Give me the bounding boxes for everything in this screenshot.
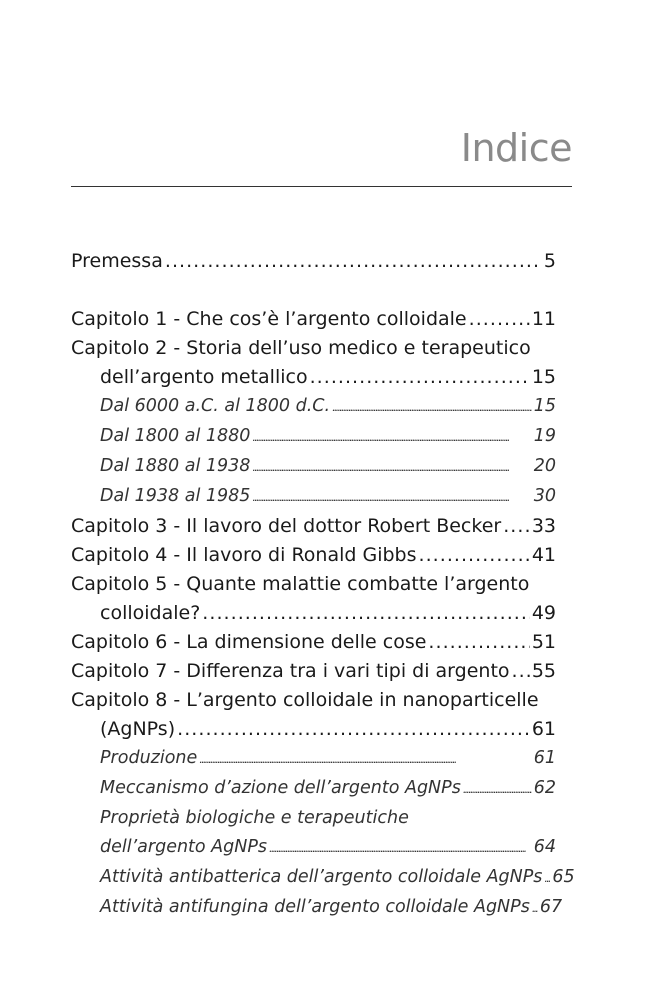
dot-leader <box>252 482 531 512</box>
dot-leader <box>469 305 530 334</box>
toc-entry-label: Capitolo 2 - Storia dell’uso medico e terapeutico <box>71 337 531 359</box>
toc-subentry[interactable] <box>71 863 575 893</box>
toc-entry-chapter-2[interactable] <box>71 334 556 363</box>
toc-entry-chapter-7[interactable] <box>71 657 556 686</box>
toc-page-number: 49 <box>531 602 556 624</box>
dot-leader <box>199 744 531 774</box>
toc-subentry[interactable] <box>71 422 556 452</box>
toc-entry-label: Dal 6000 a.C. al 1800 d.C. <box>100 396 331 416</box>
toc-page-number: 65 <box>552 867 575 887</box>
dot-leader <box>310 363 530 392</box>
dot-leader <box>252 452 531 482</box>
dot-leader <box>332 392 532 422</box>
toc-subentry[interactable] <box>71 744 556 774</box>
toc-entry-label: Attività antifungina dell’argento colloidale AgNPs <box>100 897 530 917</box>
toc-entry-chapter-5[interactable] <box>71 570 556 599</box>
toc-entry-chapter-3[interactable] <box>71 512 556 541</box>
toc-page-number: 33 <box>531 515 556 537</box>
toc-subentry[interactable] <box>71 893 563 923</box>
dot-leader <box>269 833 532 863</box>
toc-page-number: 11 <box>531 308 556 330</box>
spacer <box>71 276 556 305</box>
toc-page-number: 30 <box>533 486 556 506</box>
toc-subentry-cont[interactable] <box>71 833 556 863</box>
toc-subentry[interactable] <box>71 482 556 512</box>
title-rule <box>71 186 572 187</box>
page-title: Indice <box>460 126 572 170</box>
toc-entry-label: (AgNPs) <box>100 718 176 740</box>
toc-entry-chapter-4[interactable] <box>71 541 556 570</box>
toc-entry-chapter-1[interactable] <box>71 305 556 334</box>
toc-entry-label: Dal 1938 al 1985 <box>100 486 251 506</box>
toc-subentry[interactable] <box>71 774 556 804</box>
toc-entry-premessa[interactable] <box>71 247 556 276</box>
toc-entry-label: Attività antibatterica dell’argento colloidale AgNPs <box>100 867 543 887</box>
toc-page-number: 61 <box>533 748 556 768</box>
toc-entry-label: Capitolo 5 - Quante malattie combatte l’argento <box>71 573 530 595</box>
toc-entry-chapter-2-cont[interactable] <box>71 363 556 392</box>
toc-entry-label: Capitolo 1 - Che cos’è l’argento colloidale <box>71 308 467 330</box>
dot-leader <box>463 774 532 804</box>
dot-leader <box>532 893 538 923</box>
toc-entry-label: Capitolo 4 - Il lavoro di Ronald Gibbs <box>71 544 417 566</box>
table-of-contents <box>71 247 575 923</box>
toc-entry-label: Capitolo 3 - Il lavoro del dottor Robert Becker <box>71 515 502 537</box>
toc-page-number: 64 <box>533 837 556 857</box>
toc-entry-chapter-8[interactable] <box>71 686 556 715</box>
toc-entry-label: dell’argento AgNPs <box>100 837 268 857</box>
toc-entry-label: Produzione <box>100 748 198 768</box>
toc-subentry[interactable] <box>71 452 556 482</box>
dot-leader <box>544 863 550 893</box>
dot-leader <box>252 422 531 452</box>
toc-page-number: 20 <box>533 456 556 476</box>
toc-entry-chapter-6[interactable] <box>71 628 556 657</box>
dot-leader <box>177 715 530 744</box>
dot-leader <box>512 657 530 686</box>
toc-entry-label: Capitolo 8 - L’argento colloidale in nanoparticelle <box>71 689 539 711</box>
dot-leader <box>419 541 530 570</box>
dot-leader <box>428 628 529 657</box>
dot-leader <box>202 599 530 628</box>
toc-entry-label: dell’argento metallico <box>100 366 308 388</box>
toc-entry-label: colloidale? <box>100 602 201 624</box>
toc-subentry[interactable] <box>71 392 556 422</box>
toc-page-number: 41 <box>531 544 556 566</box>
toc-page-number: 19 <box>533 426 556 446</box>
toc-entry-label: Proprietà biologiche e terapeutiche <box>100 808 409 828</box>
toc-entry-chapter-5-cont[interactable] <box>71 599 556 628</box>
toc-entry-label: Premessa <box>71 250 163 272</box>
toc-entry-label: Capitolo 7 - Differenza tra i vari tipi di argento <box>71 660 510 682</box>
toc-page-number: 67 <box>539 897 563 917</box>
toc-page-number: 15 <box>531 366 556 388</box>
toc-page-number: 15 <box>533 396 556 416</box>
toc-page-number: 62 <box>533 778 556 798</box>
toc-page-number: 51 <box>531 631 556 653</box>
toc-entry-label: Capitolo 6 - La dimensione delle cose <box>71 631 427 653</box>
toc-entry-label: Dal 1880 al 1938 <box>100 456 251 476</box>
toc-entry-label: Meccanismo d’azione dell’argento AgNPs <box>100 778 461 798</box>
toc-entry-label: Dal 1800 al 1880 <box>100 426 251 446</box>
toc-subentry[interactable] <box>71 804 556 833</box>
toc-page-number: 55 <box>531 660 556 682</box>
dot-leader <box>165 247 542 276</box>
toc-page-number: 5 <box>543 250 556 272</box>
toc-entry-chapter-8-cont[interactable] <box>71 715 556 744</box>
dot-leader <box>503 512 530 541</box>
toc-page-number: 61 <box>531 718 556 740</box>
